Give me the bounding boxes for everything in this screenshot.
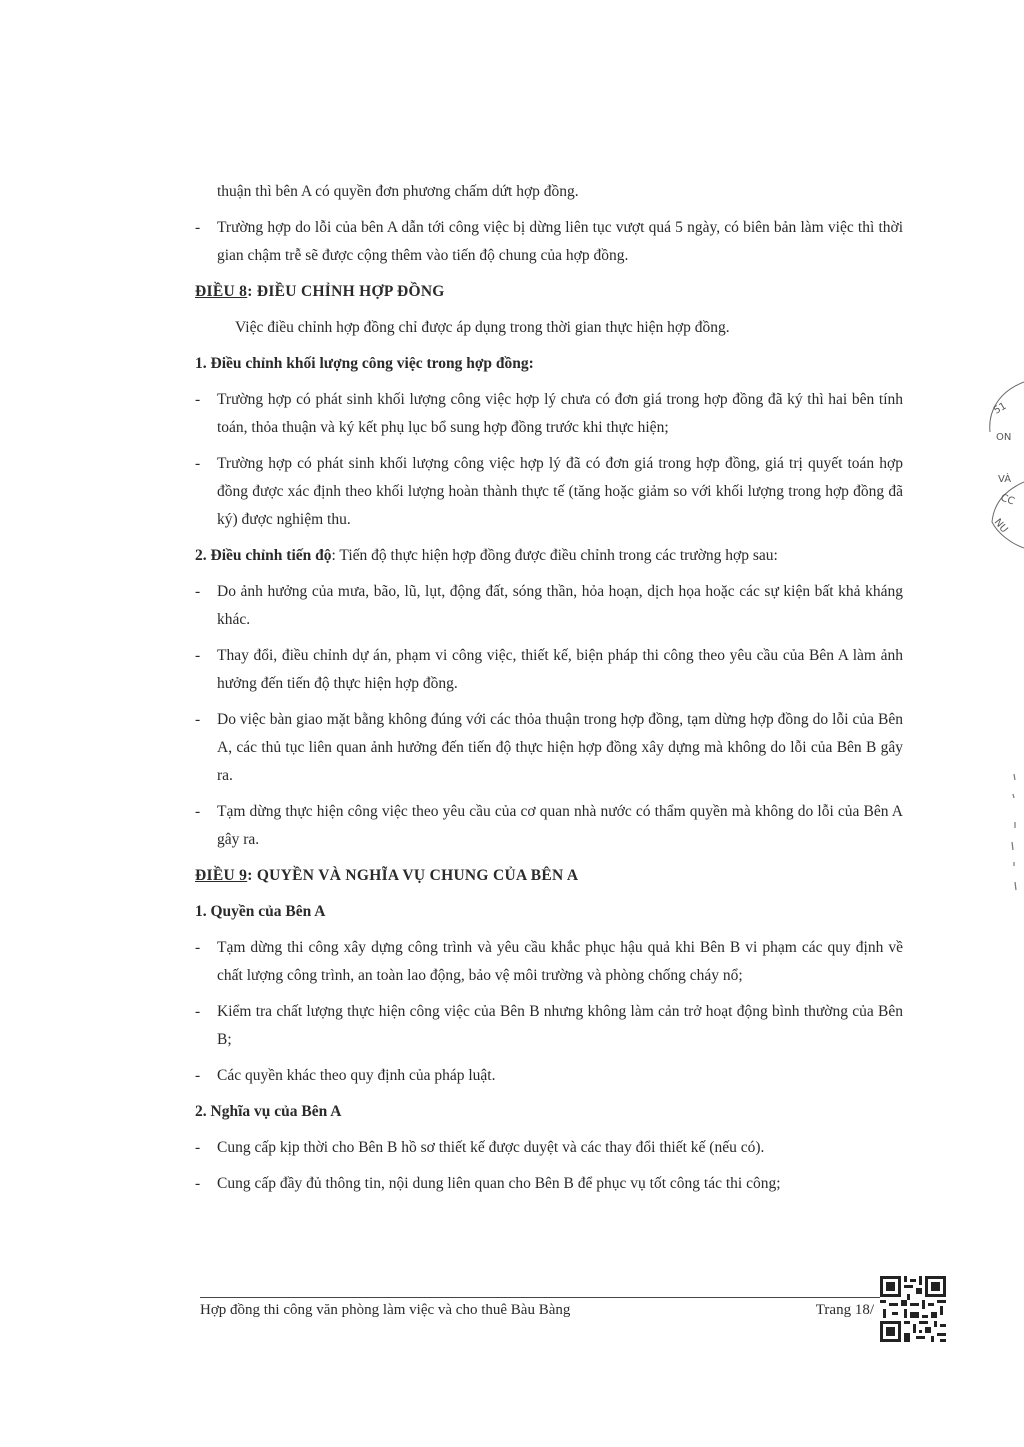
article-9-section-2-title: 2. Nghĩa vụ của Bên A [195, 1103, 342, 1120]
bullet-dash: - [195, 583, 201, 600]
bullet-dash: - [195, 219, 201, 236]
bullet-item [195, 386, 903, 442]
bullet-item [195, 642, 903, 698]
article-8-section-2-text: : Tiến độ thực hiện hợp đồng được điều chỉnh trong các trường hợp sau: [331, 547, 778, 564]
bullet-text: Tạm dừng thi công xây dựng công trình và yêu cầu khắc phục hậu quả khi Bên B vi phạm các quy định về chất lượng công trình, an toàn lao động, bảo vệ môi trường và phòng chống cháy nổ; [217, 939, 903, 984]
bullet-item [195, 578, 903, 634]
continued-line: thuận thì bên A có quyền đơn phương chấm dứt hợp đồng. [217, 183, 579, 200]
bullet-dash: - [195, 391, 201, 408]
bullet-text: Các quyền khác theo quy định của pháp luật. [217, 1067, 496, 1084]
scan-edge-marks-icon [1006, 770, 1020, 910]
bullet-dash: - [195, 939, 201, 956]
bullet-item [195, 934, 903, 990]
svg-text:NU: NU [991, 516, 1010, 536]
bullet-item [195, 706, 903, 790]
bullet-dash: - [195, 455, 201, 472]
bullet-dash: - [195, 647, 201, 664]
article-8-section-2 [195, 542, 903, 570]
bullet-item [195, 214, 903, 270]
bullet-dash: - [195, 1067, 201, 1084]
bullet-item [195, 1170, 903, 1198]
svg-text:VÀ: VÀ [998, 474, 1012, 485]
article-9-title: : QUYỀN VÀ NGHĨA VỤ CHUNG CỦA BÊN A [247, 867, 579, 884]
article-9-heading [195, 862, 903, 890]
contract-body [195, 178, 903, 1206]
stamp-fragment-icon [968, 372, 1024, 552]
page-number: Trang 18/ [815, 1302, 874, 1318]
article-8-heading [195, 278, 903, 306]
page-footer [200, 1297, 880, 1318]
bullet-text: Kiểm tra chất lượng thực hiện công việc của Bên B nhưng không làm cản trở hoạt động bình thường của Bên B; [217, 1003, 903, 1048]
bullet-item [195, 1062, 903, 1090]
article-8-section-1-title: 1. Điều chỉnh khối lượng công việc trong hợp đồng: [195, 355, 534, 372]
svg-text:ON: ON [996, 432, 1012, 443]
bullet-item [195, 798, 903, 854]
article-8-section-2-title: 2. Điều chỉnh tiến độ [195, 547, 332, 564]
footer-title: Hợp đồng thi công văn phòng làm việc và cho thuê Bàu Bàng [200, 1302, 571, 1318]
bullet-text: Do ảnh hưởng của mưa, bão, lũ, lụt, động đất, sóng thần, hỏa hoạn, dịch họa hoặc các sự kiện bất khả kháng khác. [217, 583, 903, 628]
bullet-item [195, 450, 903, 534]
article-9-section-1-title: 1. Quyền của Bên A [195, 903, 326, 920]
bullet-dash: - [195, 711, 201, 728]
bullet-text: Tạm dừng thực hiện công việc theo yêu cầu của cơ quan nhà nước có thẩm quyền mà không do lỗi của Bên A gây ra. [217, 803, 903, 848]
article-9-number: ĐIỀU 9 [195, 867, 248, 884]
bullet-text: Trường hợp có phát sinh khối lượng công việc hợp lý chưa có đơn giá trong hợp đồng đã ký thì hai bên tính toán, thỏa thuận và ký kết phụ lục bổ sung hợp đồng trước khi thực hiện; [217, 391, 903, 436]
bullet-item [195, 1134, 903, 1162]
bullet-text: Cung cấp đầy đủ thông tin, nội dung liên quan cho Bên B để phục vụ tốt công tác thi công; [217, 1175, 781, 1192]
svg-text:CC: CC [998, 492, 1016, 508]
bullet-text: Do việc bàn giao mặt bằng không đúng với các thỏa thuận trong hợp đồng, tạm dừng hợp đồng do lỗi của Bên A, các thủ tục liên quan ảnh hưởng đến tiến độ thực hiện hợp đồng xây dựng mà không do lỗi của Bên B gây ra. [217, 711, 903, 784]
svg-text:51: 51 [992, 400, 1009, 417]
bullet-item [195, 998, 903, 1054]
bullet-dash: - [195, 803, 201, 820]
bullet-dash: - [195, 1175, 201, 1192]
bullet-text: Trường hợp do lỗi của bên A dẫn tới công việc bị dừng liên tục vượt quá 5 ngày, có biên bản làm việc thì thời gian chậm trễ sẽ được cộng thêm vào tiến độ chung của hợp đồng. [217, 219, 903, 264]
bullet-text: Trường hợp có phát sinh khối lượng công việc hợp lý đã có đơn giá trong hợp đồng, giá trị quyết toán hợp đồng được xác định theo khối lượng hoàn thành thực tế (tăng hoặc giảm so với khối lượng trong hợp đồng đã ký) được nghiệm thu. [217, 455, 903, 528]
bullet-text: Thay đổi, điều chỉnh dự án, phạm vi công việc, thiết kế, biện pháp thi công theo yêu cầu của Bên A làm ảnh hưởng đến tiến độ thực hiện hợp đồng. [217, 647, 903, 692]
article-8-intro: Việc điều chỉnh hợp đồng chỉ được áp dụng trong thời gian thực hiện hợp đồng. [235, 319, 730, 336]
qr-code-icon [880, 1276, 946, 1342]
bullet-text: Cung cấp kịp thời cho Bên B hồ sơ thiết kế được duyệt và các thay đổi thiết kế (nếu có). [217, 1139, 765, 1156]
article-8-number: ĐIỀU 8 [195, 283, 248, 300]
bullet-dash: - [195, 1003, 201, 1020]
bullet-dash: - [195, 1139, 201, 1156]
article-8-title: : ĐIỀU CHỈNH HỢP ĐỒNG [247, 283, 445, 300]
